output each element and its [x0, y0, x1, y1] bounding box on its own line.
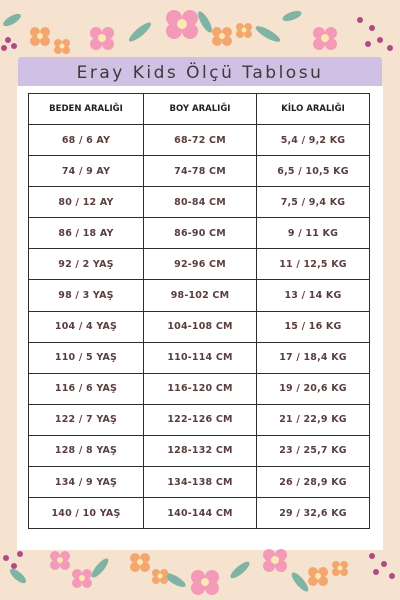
cell-height: 80-84 CM: [144, 187, 257, 218]
cell-height: 74-78 CM: [144, 156, 257, 187]
table-row: [29, 311, 370, 342]
cell-size: 128 / 8 YAŞ: [29, 435, 144, 466]
cell-size: 68 / 6 AY: [29, 125, 144, 156]
cell-height: 140-144 CM: [144, 498, 257, 529]
size-chart-table: [28, 93, 370, 529]
cell-weight: 26 / 28,9 KG: [257, 467, 370, 498]
cell-height: 104-108 CM: [144, 311, 257, 342]
title-bar: [18, 57, 382, 89]
cell-height: 116-120 CM: [144, 373, 257, 404]
cell-weight: 11 / 12,5 KG: [257, 249, 370, 280]
floral-border-top: [0, 0, 400, 60]
cell-height: 98-102 CM: [144, 280, 257, 311]
table-row: [29, 404, 370, 435]
cell-height: 128-132 CM: [144, 435, 257, 466]
cell-weight: 19 / 20,6 KG: [257, 373, 370, 404]
table-row: [29, 435, 370, 466]
table-row: [29, 125, 370, 156]
cell-height: 110-114 CM: [144, 342, 257, 373]
cell-height: 134-138 CM: [144, 467, 257, 498]
cell-height: 86-90 CM: [144, 218, 257, 249]
cell-weight: 21 / 22,9 KG: [257, 404, 370, 435]
cell-size: 86 / 18 AY: [29, 218, 144, 249]
cell-weight: 23 / 25,7 KG: [257, 435, 370, 466]
table-header-row: [29, 94, 370, 125]
column-header-size: BEDEN ARALIĞI: [29, 94, 144, 125]
size-chart-card: [17, 86, 383, 550]
table-row: [29, 280, 370, 311]
cell-weight: 6,5 / 10,5 KG: [257, 156, 370, 187]
table-row: [29, 249, 370, 280]
cell-size: 80 / 12 AY: [29, 187, 144, 218]
cell-size: 104 / 4 YAŞ: [29, 311, 144, 342]
column-header-height: BOY ARALIĞI: [144, 94, 257, 125]
cell-height: 122-126 CM: [144, 404, 257, 435]
cell-height: 68-72 CM: [144, 125, 257, 156]
cell-size: 134 / 9 YAŞ: [29, 467, 144, 498]
cell-weight: 5,4 / 9,2 KG: [257, 125, 370, 156]
cell-size: 140 / 10 YAŞ: [29, 498, 144, 529]
cell-size: 98 / 3 YAŞ: [29, 280, 144, 311]
cell-weight: 15 / 16 KG: [257, 311, 370, 342]
table-row: [29, 218, 370, 249]
cell-size: 110 / 5 YAŞ: [29, 342, 144, 373]
cell-size: 92 / 2 YAŞ: [29, 249, 144, 280]
table-row: [29, 187, 370, 218]
cell-height: 92-96 CM: [144, 249, 257, 280]
table-row: [29, 467, 370, 498]
table-row: [29, 373, 370, 404]
cell-size: 122 / 7 YAŞ: [29, 404, 144, 435]
cell-weight: 13 / 14 KG: [257, 280, 370, 311]
cell-size: 116 / 6 YAŞ: [29, 373, 144, 404]
table-row: [29, 342, 370, 373]
floral-border-bottom: [0, 540, 400, 600]
cell-weight: 9 / 11 KG: [257, 218, 370, 249]
cell-weight: 17 / 18,4 KG: [257, 342, 370, 373]
cell-size: 74 / 9 AY: [29, 156, 144, 187]
column-header-weight: KİLO ARALIĞI: [257, 94, 370, 125]
cell-weight: 29 / 32,6 KG: [257, 498, 370, 529]
cell-weight: 7,5 / 9,4 KG: [257, 187, 370, 218]
table-row: [29, 498, 370, 529]
table-row: [29, 156, 370, 187]
page-title: Eray Kids Ölçü Tablosu: [76, 63, 324, 83]
